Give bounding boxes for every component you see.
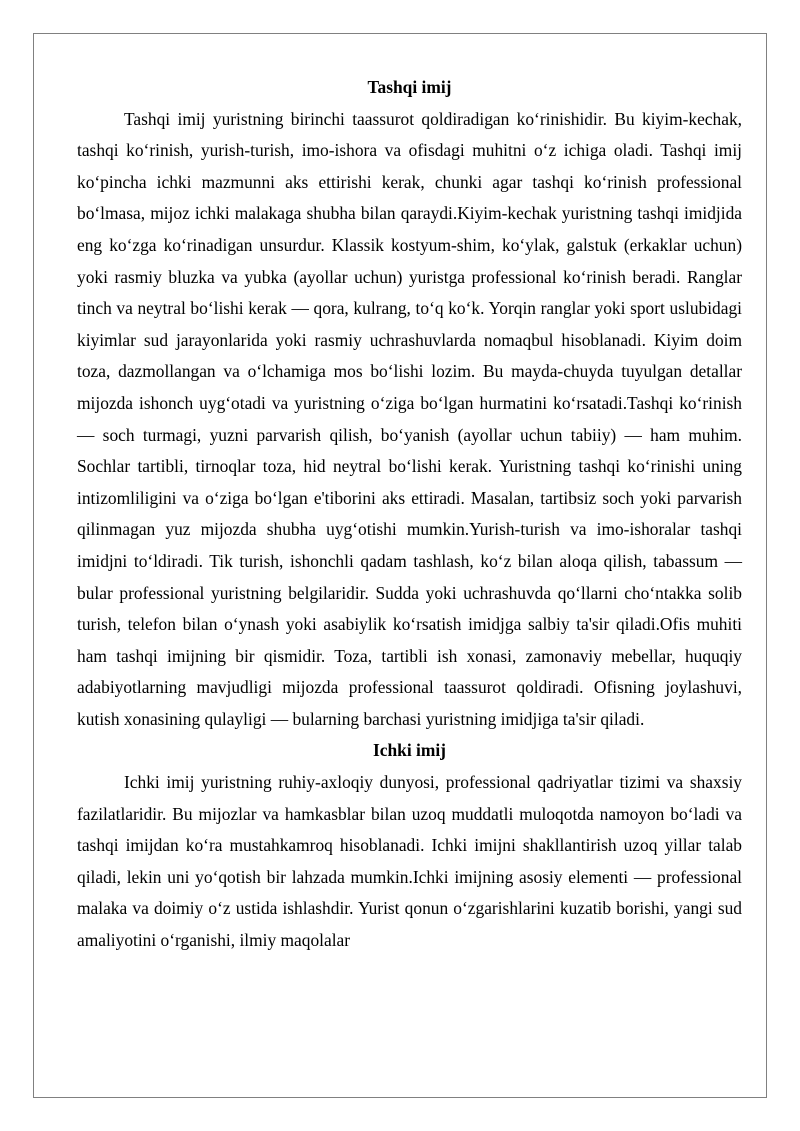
section-heading-tashqi-imij: Tashqi imij <box>367 77 452 97</box>
section-paragraph-tashqi-imij: Tashqi imij yuristning birinchi taassurot qoldiradigan ko‘rinishidir. Bu kiyim-kechak, tashqi ko‘rinish, yurish-turish, imo-ishora va ofisdagi muhitni o‘z ichiga oladi. Tashqi imij ko‘pincha ichki mazmunni aks ettirishi kerak, chunki agar tashqi ko‘rinish professional bo‘lmasa, mijoz ichki malakaga shubha bilan qaraydi.Kiyim-kechak yuristning tashqi imidjida eng ko‘zga ko‘rinadigan unsurdur. Klassik kostyum-shim, ko‘ylak, galstuk (erkaklar uchun) yoki rasmiy bluzka va yubka (ayollar uchun) yuristga professional ko‘rinish beradi. Ranglar tinch va neytral bo‘lishi kerak — qora, kulrang, to‘q ko‘k. Yorqin ranglar yoki sport uslubidagi kiyimlar sud jarayonlarida yoki rasmiy uchrashuvlarda nomaqbul hisoblanadi. Kiyim doim toza, dazmollangan va o‘lchamiga mos bo‘lishi lozim. Bu mayda-chuyda tuyulgan detallar mijozda ishonch uyg‘otadi va yuristning o‘ziga bo‘lgan hurmatini ko‘rsatadi.Tashqi ko‘rinish — soch turmagi, yuzni parvarish qilish, bo‘yanish (ayollar uchun tabiiy) — ham muhim. Sochlar tartibli, tirnoqlar toza, hid neytral bo‘lishi kerak. Yuristning tashqi ko‘rinishi uning intizomliligini va o‘ziga bo‘lgan e'tiborini aks ettiradi. Masalan, tartibsiz soch yoki parvarish qilinmagan yuz mijozda shubha uyg‘otishi mumkin.Yurish-turish va imo-ishoralar tashqi imidjni to‘ldiradi. Tik turish, ishonchli qadam tashlash, ko‘z bilan aloqa qilish, tabassum — bular professional yuristning belgilaridir. Sudda yoki uchrashuvda qo‘llarni cho‘ntakka solib turish, telefon bilan o‘ynash yoki asabiylik ko‘rsatish imidjga salbiy ta'sir qiladi.Ofis muhiti ham tashqi imijning bir qismidir. Toza, tartibli ish xonasi, zamonaviy mebellar, huquqiy adabiyotlarning mavjudligi mijozda professional taassurot qoldiradi. Ofisning joylashuvi, kutish xonasining qulayligi — bularning barchasi yuristning imidjiga ta'sir qiladi. <box>77 108 742 729</box>
document-body <box>77 72 742 957</box>
section-heading-ichki-imij: Ichki imij <box>373 740 446 761</box>
section-paragraph-ichki-imij: Ichki imij yuristning ruhiy-axloqiy dunyosi, professional qadriyatlar tizimi va shaxsiy fazilatlaridir. Bu mijozlar va hamkasblar bilan uzoq muddatli muloqotda namoyon bo‘ladi va tashqi imijdan ko‘ra mustahkamroq hisoblanadi. Ichki imijni shakllantirish uzoq yillar talab qiladi, lekin uni yo‘qotish bir lahzada mumkin.Ichki imijning asosiy elementi — professional malaka va doimiy o‘z ustida ishlashdir. Yurist qonun o‘zgarishlarini kuzatib borishi, yangi sud amaliyotini o‘rganishi, ilmiy maqolalar <box>77 772 742 951</box>
